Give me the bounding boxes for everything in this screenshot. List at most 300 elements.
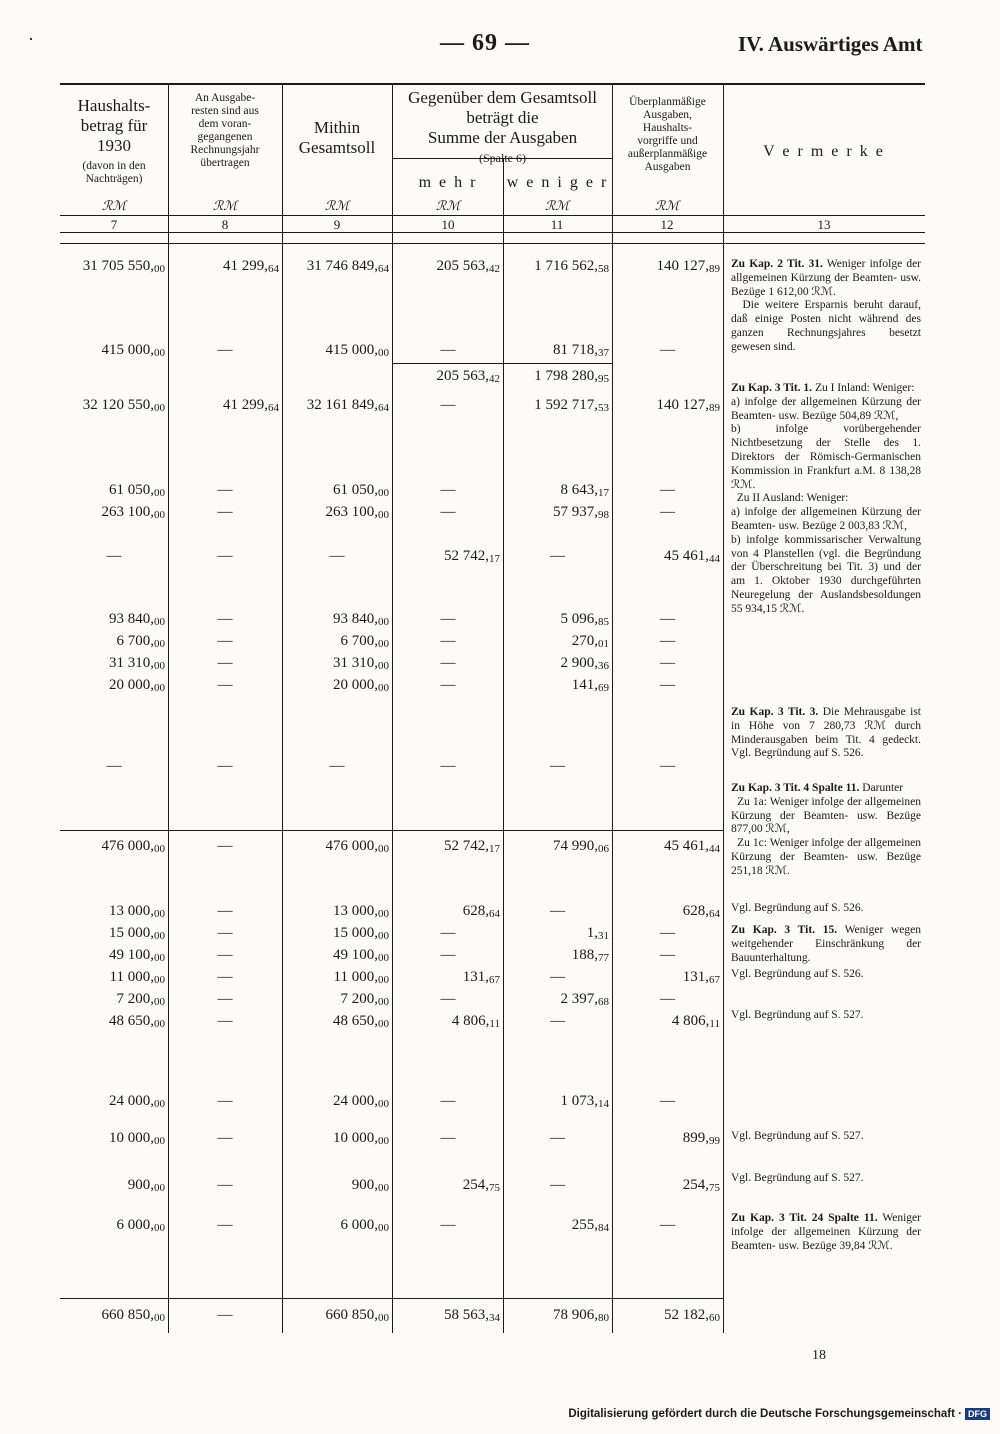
cell-value: — bbox=[550, 969, 565, 985]
unit-label: ℛℳ bbox=[324, 198, 350, 213]
cell-value: 10 000, bbox=[333, 1130, 378, 1146]
cell-value: — bbox=[660, 1217, 675, 1233]
cell-c10 bbox=[393, 1307, 500, 1324]
cell-c11 bbox=[503, 1013, 612, 1030]
cell-value: 270, bbox=[571, 633, 598, 649]
cell-decimal: 00 bbox=[378, 1098, 389, 1110]
cell-c8 bbox=[168, 342, 282, 359]
cell-decimal: 00 bbox=[378, 347, 389, 359]
cell-c12 bbox=[612, 1177, 720, 1194]
cell-value: 11 000, bbox=[109, 969, 154, 985]
cell-c10 bbox=[393, 925, 503, 942]
col-12-header-line: Haushalts- bbox=[642, 122, 693, 134]
cell-c8 bbox=[168, 1130, 282, 1147]
cell-value: 31 310, bbox=[333, 655, 378, 671]
cell-value: — bbox=[440, 397, 456, 413]
cell-c12 bbox=[612, 758, 723, 775]
column-number: 10 bbox=[441, 217, 455, 232]
cell-c10 bbox=[393, 1130, 503, 1147]
cell-decimal: 00 bbox=[378, 930, 389, 942]
cell-c9 bbox=[282, 838, 389, 855]
cell-decimal: 00 bbox=[154, 509, 165, 521]
cell-decimal: 00 bbox=[154, 996, 165, 1008]
cell-c12 bbox=[612, 1307, 720, 1324]
cell-decimal: 11 bbox=[709, 1018, 720, 1030]
cell-value: 78 906, bbox=[553, 1307, 598, 1323]
cell-c7 bbox=[60, 1307, 165, 1324]
cell-value: 41 299, bbox=[223, 258, 268, 274]
cell-c10 bbox=[393, 1013, 500, 1030]
cell-c9 bbox=[282, 504, 389, 521]
cell-c12 bbox=[612, 258, 720, 275]
cell-decimal: 00 bbox=[378, 843, 389, 855]
cell-decimal: 17 bbox=[489, 843, 500, 855]
cell-value: — bbox=[329, 758, 345, 774]
cell-c7 bbox=[60, 677, 165, 694]
cell-value: 899, bbox=[682, 1130, 709, 1146]
cell-decimal: 89 bbox=[709, 402, 720, 414]
cell-decimal: 14 bbox=[598, 1098, 609, 1110]
cell-value: 57 937, bbox=[553, 504, 598, 520]
cell-decimal: 00 bbox=[154, 1018, 165, 1030]
cell-value: — bbox=[550, 758, 565, 774]
cell-decimal: 00 bbox=[378, 660, 389, 672]
cell-value: 131, bbox=[682, 969, 709, 985]
cell-value: 141, bbox=[571, 677, 598, 693]
header-rule bbox=[60, 215, 925, 216]
cell-decimal: 64 bbox=[378, 263, 389, 275]
cell-c10 bbox=[393, 838, 500, 855]
cell-value: 140 127, bbox=[656, 258, 709, 274]
cell-c7 bbox=[60, 258, 165, 275]
cell-value: 2 900, bbox=[560, 655, 598, 671]
cell-c8 bbox=[168, 1177, 282, 1194]
column-divider-10-11 bbox=[503, 158, 504, 1333]
column-number: 13 bbox=[817, 217, 831, 232]
col-7-header bbox=[60, 96, 168, 156]
remark: Zu Kap. 3 Tit. 1. Zu I Inland: Weniger: a) infolge der allgemeinen Kürzung der Beamten- usw. Bezüge 504,89 ℛℳ, b) infolge vorübergehender Nichtbesetzung der Stelle des 1. Direktors der Römisch-Germanischen Kommission in Frankfurt a.M. 8 138,28 ℛℳ. Zu II Ausland: Weniger: a) infolge der allgemeinen Kürzung der Beamten- usw. Bezüge 2 003,83 ℛℳ, b) infolge kommissarischer Verwaltung von 4 Planstellen (vgl. die Begründung der Überschreitung bei Tit. 3) und der am 1. Oktober 1930 durchgeführten Neuregelung der Auslandsbesoldungen 55 934,15 ℛℳ. bbox=[731, 382, 921, 615]
cell-value: — bbox=[550, 548, 565, 564]
col-8-header-line: resten sind aus bbox=[191, 105, 259, 117]
cell-decimal: 00 bbox=[378, 996, 389, 1008]
cell-c7 bbox=[60, 504, 165, 521]
cell-decimal: 17 bbox=[489, 553, 500, 565]
cell-value: — bbox=[440, 677, 456, 693]
cell-c8 bbox=[168, 548, 282, 565]
cell-c7 bbox=[60, 1013, 165, 1030]
col-9-header-line: Gesamtsoll bbox=[298, 138, 376, 157]
cell-value: — bbox=[217, 1013, 233, 1029]
cell-value: 32 161 849, bbox=[306, 397, 378, 413]
cell-c10 bbox=[393, 903, 500, 920]
cell-c7 bbox=[60, 1217, 165, 1234]
cell-c12 bbox=[612, 1093, 723, 1110]
col-10-11-header bbox=[393, 88, 612, 168]
cell-c9 bbox=[282, 482, 389, 499]
cell-c11 bbox=[503, 925, 609, 942]
cell-value: — bbox=[660, 947, 675, 963]
cell-value: 41 299, bbox=[223, 397, 268, 413]
cell-value: — bbox=[660, 482, 675, 498]
cell-decimal: 67 bbox=[709, 974, 720, 986]
cell-decimal: 00 bbox=[154, 1222, 165, 1234]
col-10-11-header-line: Summe der Ausgaben bbox=[427, 128, 578, 147]
col-12-header-line: Ausgaben bbox=[644, 161, 691, 173]
cell-value: 1 798 280, bbox=[534, 368, 598, 384]
cell-value: — bbox=[217, 838, 233, 854]
cell-c10 bbox=[393, 969, 500, 986]
cell-decimal: 80 bbox=[598, 1312, 609, 1324]
cell-value: 24 000, bbox=[333, 1093, 378, 1109]
cell-decimal: 00 bbox=[154, 952, 165, 964]
cell-value: — bbox=[217, 342, 233, 358]
cell-c12 bbox=[612, 611, 723, 628]
cell-value: 1, bbox=[586, 925, 598, 941]
cell-decimal: 00 bbox=[154, 487, 165, 499]
cell-c8 bbox=[168, 758, 282, 775]
cell-value: 4 806, bbox=[671, 1013, 710, 1029]
cell-c7 bbox=[60, 655, 165, 672]
cell-value: 205 563, bbox=[436, 258, 489, 274]
footer-text: Digitalisierung gefördert durch die Deutsche Forschungsgemeinschaft · bbox=[568, 1408, 962, 1420]
column-divider bbox=[723, 83, 724, 1333]
cell-c12 bbox=[612, 991, 723, 1008]
remark: Zu Kap. 2 Tit. 31. Weniger infolge der allgemeinen Kürzung der Beamten- usw. Bezüge 1 612,00 ℛℳ. Die weitere Ersparnis beruht darauf, daß einige Posten nicht während des ganzen Rechnungsjahres besetzt gewesen sind. bbox=[731, 258, 922, 353]
col-12-header bbox=[612, 96, 723, 174]
cell-c8 bbox=[168, 838, 282, 855]
cell-decimal: 00 bbox=[154, 638, 165, 650]
cell-value: 15 000, bbox=[333, 925, 378, 941]
table-top-rule bbox=[60, 83, 925, 85]
cell-value: — bbox=[440, 991, 456, 1007]
cell-c10 bbox=[393, 758, 503, 775]
cell-c9 bbox=[282, 258, 389, 275]
cell-value: — bbox=[660, 677, 675, 693]
cell-value: — bbox=[550, 903, 565, 919]
cell-value: 49 100, bbox=[109, 947, 154, 963]
cell-value: 58 563, bbox=[444, 1307, 489, 1323]
cell-c12 bbox=[612, 1217, 723, 1234]
cell-c11 bbox=[503, 991, 609, 1008]
cell-decimal: 60 bbox=[709, 1312, 720, 1324]
cell-c11 bbox=[503, 1130, 612, 1147]
cell-decimal: 00 bbox=[154, 263, 165, 275]
cell-value: 13 000, bbox=[109, 903, 154, 919]
cell-value: 45 461, bbox=[664, 838, 709, 854]
cell-c11 bbox=[503, 548, 612, 565]
cell-decimal: 64 bbox=[489, 908, 500, 920]
cell-c12 bbox=[612, 482, 723, 499]
cell-decimal: 00 bbox=[154, 1182, 165, 1194]
cell-c7 bbox=[60, 482, 165, 499]
cell-c11 bbox=[503, 838, 609, 855]
cell-decimal: 00 bbox=[154, 974, 165, 986]
remark: Vgl. Begründung auf S. 527. bbox=[731, 1009, 864, 1021]
cell-decimal: 42 bbox=[489, 373, 500, 385]
cell-decimal: 68 bbox=[598, 996, 609, 1008]
cell-value: 61 050, bbox=[109, 482, 154, 498]
cell-c8 bbox=[168, 903, 282, 920]
cell-value: 6 700, bbox=[340, 633, 378, 649]
cell-value: 1 716 562, bbox=[534, 258, 598, 274]
cell-value: — bbox=[217, 969, 233, 985]
cell-value: 6 700, bbox=[116, 633, 154, 649]
cell-value: — bbox=[217, 947, 233, 963]
remark: Vgl. Begründung auf S. 526. bbox=[731, 902, 864, 914]
cell-c9 bbox=[282, 903, 389, 920]
cell-c10 bbox=[393, 548, 500, 565]
cell-value: 415 000, bbox=[325, 342, 378, 358]
cell-value: 263 100, bbox=[101, 504, 154, 520]
cell-value: 5 096, bbox=[560, 611, 598, 627]
cell-c8 bbox=[168, 947, 282, 964]
cell-value: 6 000, bbox=[340, 1217, 378, 1233]
cell-c10 bbox=[393, 633, 503, 650]
cell-c11 bbox=[503, 633, 609, 650]
cell-value: — bbox=[660, 504, 675, 520]
cell-decimal: 00 bbox=[378, 974, 389, 986]
remark: Zu Kap. 3 Tit. 24 Spalte 11. Weniger infolge der allgemeinen Kürzung der Beamten- usw. Bezüge 39,84 ℛℳ. bbox=[731, 1212, 921, 1252]
cell-value: — bbox=[217, 1093, 233, 1109]
cell-c11 bbox=[503, 1217, 609, 1234]
cell-c11 bbox=[503, 947, 609, 964]
cell-c10 bbox=[393, 397, 503, 414]
cell-value: 20 000, bbox=[333, 677, 378, 693]
cell-c7 bbox=[60, 1093, 165, 1110]
cell-value: — bbox=[660, 633, 675, 649]
cell-value: — bbox=[660, 1093, 675, 1109]
cell-c12 bbox=[612, 1130, 720, 1147]
cell-value: 7 200, bbox=[340, 991, 378, 1007]
cell-decimal: 31 bbox=[598, 930, 609, 942]
cell-c9 bbox=[282, 548, 392, 565]
cell-value: 140 127, bbox=[656, 397, 709, 413]
cell-decimal: 00 bbox=[154, 1312, 165, 1324]
scan-mark bbox=[30, 38, 32, 40]
cell-c11 bbox=[503, 258, 609, 275]
cell-decimal: 00 bbox=[378, 1222, 389, 1234]
column-number: 11 bbox=[550, 217, 564, 232]
cell-value: — bbox=[440, 633, 456, 649]
cell-value: 93 840, bbox=[333, 611, 378, 627]
cell-value: 660 850, bbox=[325, 1307, 378, 1323]
cell-c9 bbox=[282, 1013, 389, 1030]
cell-value: 660 850, bbox=[101, 1307, 154, 1323]
cell-decimal: 17 bbox=[598, 487, 609, 499]
cell-c8 bbox=[168, 1217, 282, 1234]
remark: Vgl. Begründung auf S. 526. bbox=[731, 968, 864, 980]
cell-c7 bbox=[60, 947, 165, 964]
col-7-subheader-line: Nachträgen) bbox=[85, 173, 143, 185]
cell-c11 bbox=[503, 611, 609, 628]
cell-value: 48 650, bbox=[109, 1013, 154, 1029]
cell-decimal: 67 bbox=[489, 974, 500, 986]
cell-value: 2 397, bbox=[560, 991, 598, 1007]
cell-c9 bbox=[282, 1307, 389, 1324]
cell-value: — bbox=[550, 1177, 565, 1193]
cell-value: — bbox=[217, 1307, 233, 1323]
cell-c11 bbox=[503, 1307, 609, 1324]
remark: Vgl. Begründung auf S. 527. bbox=[731, 1130, 864, 1142]
col-10-header: m e h r bbox=[418, 174, 478, 191]
cell-c10 bbox=[393, 655, 503, 672]
cell-c12 bbox=[612, 925, 723, 942]
cell-decimal: 98 bbox=[598, 509, 609, 521]
cell-decimal: 75 bbox=[489, 1182, 500, 1194]
cell-c9 bbox=[282, 342, 389, 359]
cell-decimal: 42 bbox=[489, 263, 500, 275]
cell-decimal: 36 bbox=[598, 660, 609, 672]
col-12-header-line: vorgriffe und bbox=[637, 135, 698, 147]
col-12-header-line: Ausgaben, bbox=[643, 109, 692, 121]
col-7-header-line: betrag für bbox=[80, 116, 148, 135]
cell-value: 52 742, bbox=[444, 548, 489, 564]
cell-value: — bbox=[217, 633, 233, 649]
cell-value: 32 120 550, bbox=[82, 397, 154, 413]
cell-c9 bbox=[282, 633, 389, 650]
cell-decimal: 89 bbox=[709, 263, 720, 275]
cell-c10 bbox=[393, 991, 503, 1008]
numbers-rule bbox=[60, 232, 925, 233]
cell-value: — bbox=[217, 991, 233, 1007]
cell-value: 48 650, bbox=[333, 1013, 378, 1029]
cell-value: — bbox=[217, 903, 233, 919]
cell-decimal: 11 bbox=[489, 1018, 500, 1030]
col-8-header-line: übertragen bbox=[200, 157, 250, 169]
cell-decimal: 00 bbox=[378, 1182, 389, 1194]
cell-c9 bbox=[282, 1177, 389, 1194]
cell-c12 bbox=[612, 838, 720, 855]
cell-c9 bbox=[282, 991, 389, 1008]
cell-c11 bbox=[503, 1177, 612, 1194]
cell-value: — bbox=[660, 925, 675, 941]
cell-value: 263 100, bbox=[325, 504, 378, 520]
cell-c9 bbox=[282, 611, 389, 628]
cell-value: 52 182, bbox=[664, 1307, 709, 1323]
cell-c11 bbox=[503, 1093, 609, 1110]
cell-value: 4 806, bbox=[451, 1013, 490, 1029]
cell-c9 bbox=[282, 677, 389, 694]
cell-c12 bbox=[612, 903, 720, 920]
cell-decimal: 00 bbox=[154, 682, 165, 694]
unit-label: ℛℳ bbox=[212, 198, 238, 213]
cell-decimal: 34 bbox=[489, 1312, 500, 1324]
cell-decimal: 00 bbox=[154, 1098, 165, 1110]
cell-value: 415 000, bbox=[101, 342, 154, 358]
cell-decimal: 00 bbox=[154, 402, 165, 414]
cell-c8 bbox=[168, 633, 282, 650]
cell-c8 bbox=[168, 991, 282, 1008]
cell-value: — bbox=[329, 548, 345, 564]
cell-value: — bbox=[217, 611, 233, 627]
cell-c8 bbox=[168, 611, 282, 628]
cell-c12 bbox=[612, 677, 723, 694]
page-header-number: — 69 — bbox=[440, 30, 530, 56]
cell-c8 bbox=[168, 482, 282, 499]
cell-decimal: 06 bbox=[598, 843, 609, 855]
cell-value: — bbox=[660, 758, 675, 774]
cell-c12 bbox=[612, 633, 723, 650]
cell-value: 628, bbox=[462, 903, 489, 919]
cell-c10 bbox=[393, 342, 503, 359]
cell-c11 bbox=[503, 903, 612, 920]
cell-value: — bbox=[217, 482, 233, 498]
cell-c11 bbox=[503, 969, 612, 986]
cell-c11 bbox=[503, 397, 609, 414]
col-7-header-line: 1930 bbox=[97, 136, 131, 155]
cell-value: — bbox=[550, 1130, 565, 1146]
cell-c7 bbox=[60, 633, 165, 650]
col-12-header-line: Überplanmäßige bbox=[629, 96, 706, 108]
cell-value: 900, bbox=[127, 1177, 154, 1193]
cell-value: — bbox=[660, 342, 675, 358]
col-8-header bbox=[168, 92, 282, 170]
cell-c7 bbox=[60, 1130, 165, 1147]
cell-decimal: 77 bbox=[598, 952, 609, 964]
cell-c9 bbox=[282, 1093, 389, 1110]
cell-decimal: 95 bbox=[598, 373, 609, 385]
cell-decimal: 00 bbox=[378, 1018, 389, 1030]
cell-value: 255, bbox=[571, 1217, 598, 1233]
cell-c11 bbox=[503, 677, 609, 694]
col-13-header: V e r m e r k e bbox=[763, 143, 885, 160]
footer-credit bbox=[568, 1408, 990, 1420]
cell-value: — bbox=[550, 1013, 565, 1029]
cell-value: 49 100, bbox=[333, 947, 378, 963]
cell-c10 bbox=[393, 611, 503, 628]
cell-c8 bbox=[168, 1093, 282, 1110]
unit-label: ℛℳ bbox=[654, 198, 680, 213]
cell-c12 bbox=[612, 504, 723, 521]
cell-value: 1 073, bbox=[560, 1093, 598, 1109]
cell-c11 bbox=[503, 342, 609, 359]
cell-c7 bbox=[60, 925, 165, 942]
cell-decimal: 00 bbox=[154, 616, 165, 628]
cell-value: 52 742, bbox=[444, 838, 489, 854]
cell-value: 8 643, bbox=[560, 482, 598, 498]
cell-value: — bbox=[440, 611, 456, 627]
cell-c10 bbox=[393, 1177, 500, 1194]
cell-decimal: 00 bbox=[378, 952, 389, 964]
cell-value: 13 000, bbox=[333, 903, 378, 919]
cell-decimal: 58 bbox=[598, 263, 609, 275]
cell-c10 bbox=[393, 482, 503, 499]
col-7-subheader bbox=[60, 160, 168, 186]
cell-c9 bbox=[282, 1130, 389, 1147]
cell-value: — bbox=[440, 947, 456, 963]
cell-c10 bbox=[393, 677, 503, 694]
cell-value: — bbox=[106, 548, 122, 564]
cell-decimal: 00 bbox=[378, 638, 389, 650]
cell-value: — bbox=[440, 655, 456, 671]
cell-c11 bbox=[503, 758, 612, 775]
col-9-header bbox=[282, 118, 392, 158]
cell-decimal: 00 bbox=[154, 660, 165, 672]
column-number: 7 bbox=[110, 217, 118, 232]
cell-c9 bbox=[282, 397, 389, 414]
cell-c10 bbox=[393, 258, 500, 275]
cell-decimal: 00 bbox=[378, 487, 389, 499]
cell-value: — bbox=[440, 504, 456, 520]
cell-decimal: 00 bbox=[378, 908, 389, 920]
cell-c9 bbox=[282, 758, 392, 775]
cell-value: 254, bbox=[462, 1177, 489, 1193]
cell-decimal: 53 bbox=[598, 402, 609, 414]
cell-c7 bbox=[60, 903, 165, 920]
cell-decimal: 69 bbox=[598, 682, 609, 694]
cell-value: 131, bbox=[462, 969, 489, 985]
cell-value: — bbox=[217, 1177, 233, 1193]
